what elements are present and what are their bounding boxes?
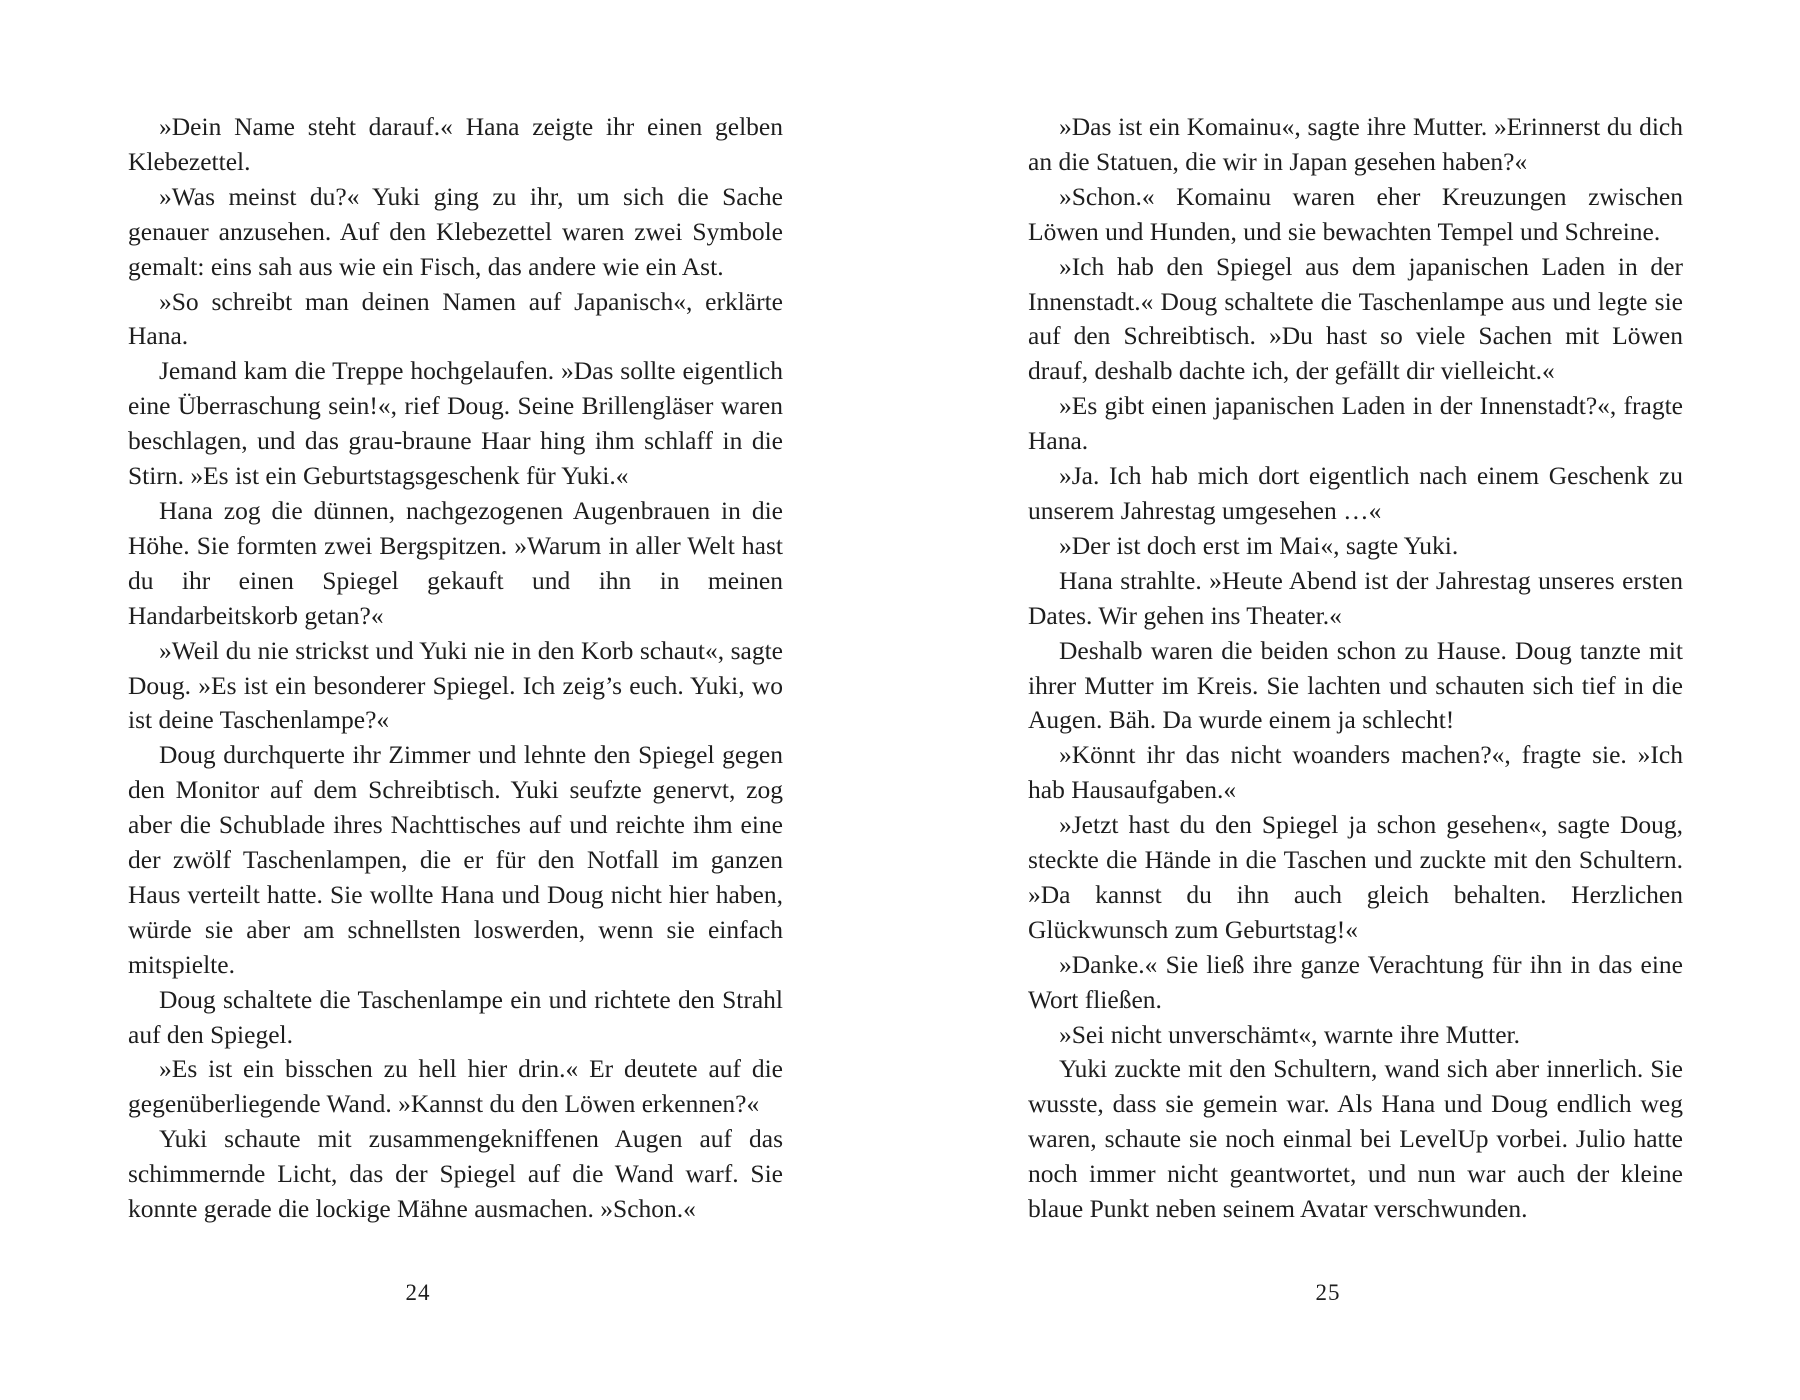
- paragraph: »Es ist ein bisschen zu hell hier drin.« Er deutete auf die gegenüberliegende Wand. »Kannst du den Löwen erkennen?«: [128, 1054, 783, 1119]
- right-page: [900, 0, 1800, 1400]
- paragraph: »Weil du nie strickst und Yuki nie in den Korb schaut«, sagte Doug. »Es ist ein besonderer Spiegel. Ich zeig’s euch. Yuki, wo ist deine Taschenlampe?«: [128, 635, 783, 735]
- paragraph: »Der ist doch erst im Mai«, sagte Yuki.: [1059, 530, 1459, 560]
- paragraph: Doug schaltete die Taschenlampe ein und richtete den Strahl auf den Spiegel.: [128, 984, 783, 1049]
- paragraph: »So schreibt man deinen Namen auf Japanisch«, erklärte Hana.: [128, 286, 783, 351]
- paragraph: Hana strahlte. »Heute Abend ist der Jahrestag unseres ersten Dates. Wir gehen ins Theater.«: [1028, 565, 1683, 630]
- paragraph: Yuki schaute mit zusammengekniffenen Augen auf das schimmernde Licht, das der Spiegel auf die Wand warf. Sie konnte gerade die lockige Mähne ausmachen. »Schon.«: [128, 1124, 783, 1224]
- paragraph: »Dein Name steht darauf.« Hana zeigte ihr einen gelben Klebezettel.: [128, 112, 783, 176]
- paragraph: »Schon.« Komainu waren eher Kreuzungen zwischen Löwen und Hunden, und sie bewachten Tempel und Schreine.: [1028, 181, 1683, 246]
- paragraph: »Was meinst du?« Yuki ging zu ihr, um sich die Sache genauer anzusehen. Auf den Klebezettel waren zwei Symbole gemalt: eins sah aus wie ein Fisch, das andere wie ein Ast.: [128, 181, 783, 281]
- paragraph: Doug durchquerte ihr Zimmer und lehnte den Spiegel gegen den Monitor auf dem Schreibtisch. Yuki seufzte genervt, zog aber die Schublade ihres Nachttisches auf und reichte ihm eine der zwölf Taschenlampen, die er für den Notfall im ganzen Haus verteilt hatte. Sie wollte Hana und Doug nicht hier haben, würde sie aber am schnellsten loswerden, wenn sie einfach mitspielte.: [128, 740, 783, 979]
- paragraph: Hana zog die dünnen, nachgezogenen Augenbrauen in die Höhe. Sie formten zwei Bergspitzen. »Warum in aller Welt hast du ihr einen Spiegel gekauft und ihn in meinen Handarbeitskorb getan?«: [128, 495, 783, 630]
- paragraph: »Ich hab den Spiegel aus dem japanischen Laden in der Innenstadt.« Doug schaltete die Taschenlampe aus und legte sie auf den Schreibtisch. »Du hast so viele Sachen mit Löwen drauf, deshalb dachte ich, der gefällt dir vielleicht.«: [1028, 251, 1683, 386]
- page-number: 25: [1315, 1280, 1341, 1305]
- paragraph: »Das ist ein Komainu«, sagte ihre Mutter. »Erinnerst du dich an die Statuen, die wir in Japan gesehen haben?«: [1028, 112, 1683, 176]
- paragraph: Yuki zuckte mit den Schultern, wand sich aber innerlich. Sie wusste, dass sie gemein war. Als Hana und Doug endlich weg waren, schaute sie noch einmal bei LevelUp vorbei. Julio hatte noch immer nicht geantwortet, und nun war auch der kleine blaue Punkt neben seinem Avatar verschwunden.: [1028, 1054, 1683, 1224]
- paragraph: »Es gibt einen japanischen Laden in der Innenstadt?«, fragte Hana.: [1028, 391, 1683, 456]
- paragraph: »Jetzt hast du den Spiegel ja schon gesehen«, sagte Doug, steckte die Hände in die Taschen und zuckte mit den Schultern. »Da kannst du ihn auch gleich behalten. Herzlichen Glückwunsch zum Geburtstag!«: [1028, 810, 1683, 944]
- paragraph: Jemand kam die Treppe hochgelaufen. »Das sollte eigentlich eine Überraschung sein!«, rief Doug. Seine Brillengläser waren beschlagen, und das grau-braune Haar hing ihm schlaff in die Stirn. »Es ist ein Geburtstagsgeschenk für Yuki.«: [128, 356, 783, 491]
- left-page-text: [128, 110, 783, 1227]
- paragraph: Deshalb waren die beiden schon zu Hause. Doug tanzte mit ihrer Mutter im Kreis. Sie lachten und schauten sich tief in die Augen. Bäh. Da wurde einem ja schlecht!: [1028, 635, 1683, 735]
- paragraph: »Ja. Ich hab mich dort eigentlich nach einem Geschenk zu unserem Jahrestag umgesehen …«: [1028, 461, 1683, 525]
- right-page-text: [1028, 110, 1683, 1227]
- paragraph: »Sei nicht unverschämt«, warnte ihre Mutter.: [1059, 1019, 1521, 1049]
- paragraph: »Danke.« Sie ließ ihre ganze Verachtung für ihn in das eine Wort fließen.: [1028, 949, 1683, 1014]
- paragraph: »Könnt ihr das nicht woanders machen?«, fragte sie. »Ich hab Hausaufgaben.«: [1028, 740, 1683, 805]
- page-number: 24: [405, 1280, 431, 1305]
